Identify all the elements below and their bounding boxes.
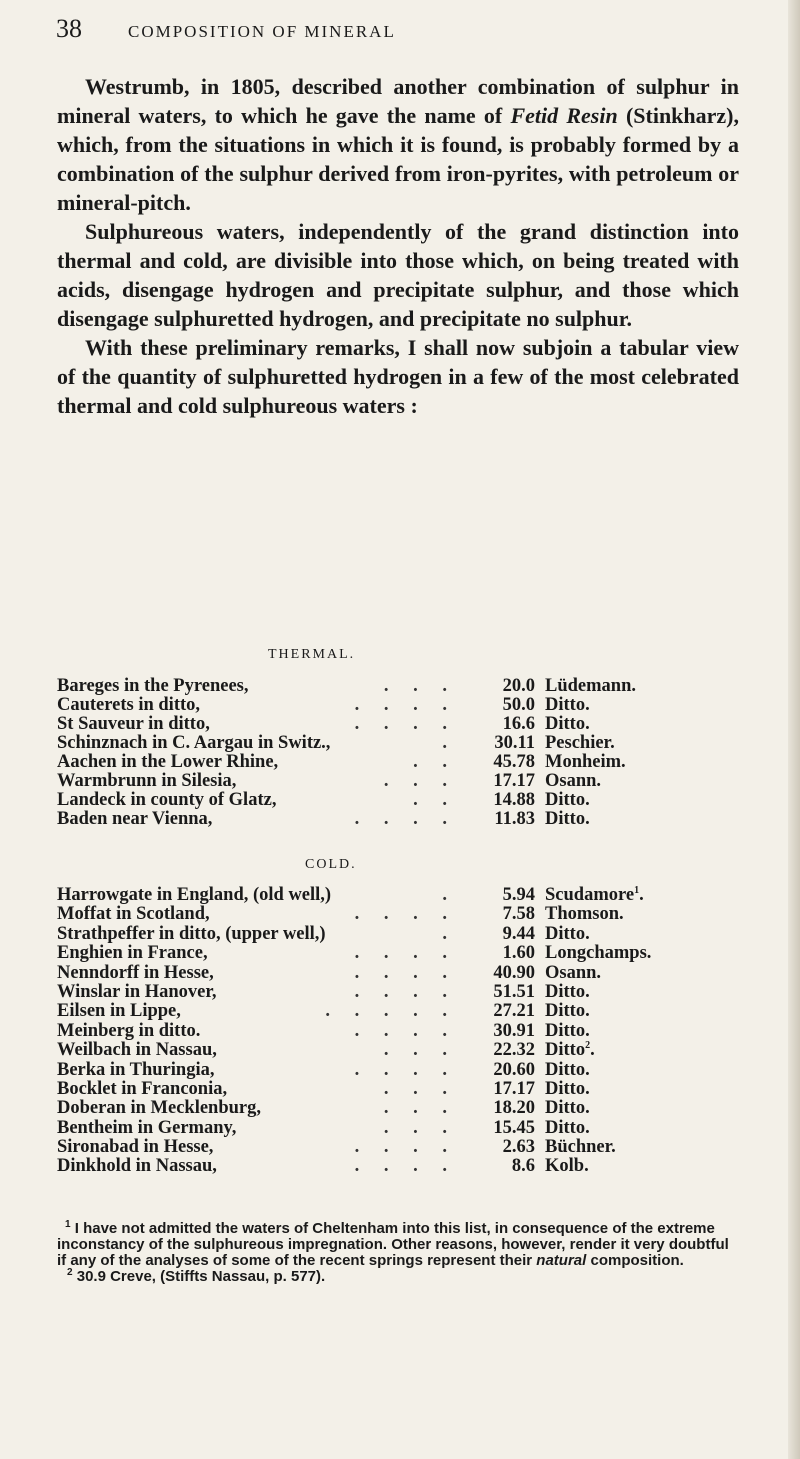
gas-quantity: 14.88 bbox=[493, 790, 535, 810]
leader-dots: . . . . bbox=[354, 1156, 457, 1177]
place-name: Winslar in Hanover, bbox=[57, 981, 217, 1002]
leader-dots: . . bbox=[413, 790, 457, 810]
leader-dots: . . . bbox=[383, 1040, 457, 1061]
leader-dots: . . . . bbox=[354, 962, 457, 983]
table-row bbox=[57, 753, 757, 772]
place-name: Harrowgate in England, (old well,) bbox=[57, 885, 332, 905]
gas-quantity: 17.17 bbox=[493, 771, 535, 791]
authority: Peschier. bbox=[545, 733, 615, 753]
gas-quantity: 15.45 bbox=[493, 1117, 535, 1138]
authority: Ditto. bbox=[545, 1078, 590, 1099]
leader-dots: . . . . bbox=[354, 1059, 457, 1080]
place-name: Meinberg in ditto. bbox=[57, 1020, 201, 1041]
authority: Ditto. bbox=[545, 1059, 590, 1080]
leader-dots: . . . bbox=[383, 676, 457, 696]
place-name: Bocklet in Franconia, bbox=[57, 1078, 228, 1099]
authority: Ditto. bbox=[545, 695, 590, 715]
gas-quantity: 20.0 bbox=[502, 676, 535, 696]
authority: Thomson. bbox=[545, 904, 624, 925]
authority: Monheim. bbox=[545, 752, 626, 772]
cold-heading: COLD. bbox=[305, 857, 357, 872]
italic-term: Fetid Resin bbox=[510, 103, 618, 128]
paragraph-2: Sulphureous waters, independently of the grand distinction into thermal and cold, are divisible into those which, on being treated with acids, disengage hydrogen and precipitate sulphur, and those which disengage sulphuretted hydrogen, and precipitate no sulphur. bbox=[57, 219, 739, 331]
thermal-table bbox=[57, 677, 757, 829]
leader-dots: . . . . bbox=[354, 943, 457, 964]
gas-quantity: 1.60 bbox=[502, 943, 535, 964]
gas-quantity: 8.6 bbox=[511, 1156, 535, 1177]
gas-quantity: 40.90 bbox=[493, 962, 535, 983]
place-name: Dinkhold in Nassau, bbox=[57, 1156, 217, 1177]
table-row bbox=[57, 1138, 757, 1157]
gas-quantity: 30.91 bbox=[493, 1020, 535, 1041]
authority: Scudamore$^1$. bbox=[545, 884, 644, 905]
leader-dots: . . . . bbox=[354, 809, 457, 829]
table-row bbox=[57, 1157, 757, 1176]
page-number: 38 bbox=[56, 14, 82, 43]
authority: Ditto. bbox=[545, 790, 590, 810]
place-name: Weilbach in Nassau, bbox=[57, 1040, 217, 1061]
table-row bbox=[57, 791, 757, 810]
place-name: Eilsen in Lippe, bbox=[57, 1001, 181, 1022]
thermal-heading: THERMAL. bbox=[268, 647, 356, 662]
paragraph-1: Westrumb, in 1805, described another combination of sulphur in mineral waters, to which he gave the name of Fetid Resin (Stinkharz), which, from the situations in which it is found, is probably formed by a combination of the sulphur derived from iron-pyrites, with petroleum or mineral-pitch. bbox=[57, 74, 740, 215]
gas-quantity: 16.6 bbox=[502, 714, 535, 734]
place-name: Schinznach in C. Aargau in Switz., bbox=[57, 733, 331, 753]
authority: Ditto. bbox=[545, 1020, 590, 1041]
table-row bbox=[57, 925, 757, 944]
authority: Ditto. bbox=[545, 1117, 590, 1138]
table-row bbox=[57, 1099, 757, 1118]
authority: Ditto. bbox=[545, 714, 590, 734]
table-row bbox=[57, 944, 757, 963]
footnotes bbox=[57, 1221, 737, 1285]
footnote-2: $^2$ 30.9 Creve, (Stiffts Nassau, p. 577). bbox=[67, 1267, 326, 1285]
table-row bbox=[57, 696, 757, 715]
footnote-marker: 2 bbox=[585, 1039, 591, 1051]
authority: Ditto. bbox=[545, 809, 590, 829]
body-text bbox=[57, 72, 739, 420]
gas-quantity: 45.78 bbox=[493, 752, 535, 772]
table-row bbox=[57, 1061, 757, 1080]
table-row bbox=[57, 734, 757, 753]
authority: Büchner. bbox=[545, 1137, 616, 1158]
gas-quantity: 2.63 bbox=[502, 1137, 535, 1158]
authority: Ditto. bbox=[545, 1098, 590, 1119]
authority: Ditto$^2$. bbox=[545, 1039, 595, 1061]
place-name: Nenndorff in Hesse, bbox=[57, 962, 214, 983]
gas-quantity: 20.60 bbox=[493, 1059, 535, 1080]
leader-dots: . . . . bbox=[354, 1020, 457, 1041]
gas-quantity: 27.21 bbox=[493, 1001, 535, 1022]
gas-quantity: 30.11 bbox=[494, 733, 535, 753]
gas-quantity: 7.58 bbox=[502, 904, 535, 925]
leader-dots: . . . . bbox=[354, 1137, 457, 1158]
place-name: St Sauveur in ditto, bbox=[57, 714, 210, 734]
authority: Longchamps. bbox=[545, 943, 652, 964]
leader-dots: . . . bbox=[383, 1098, 457, 1119]
place-name: Sironabad in Hesse, bbox=[57, 1137, 214, 1158]
place-name: Warmbrunn in Silesia, bbox=[57, 771, 237, 791]
table-row bbox=[57, 905, 757, 924]
leader-dots: . bbox=[442, 885, 457, 905]
table-row bbox=[57, 677, 757, 696]
leader-dots: . . . . bbox=[354, 904, 457, 925]
table-row bbox=[57, 810, 757, 829]
table-row bbox=[57, 964, 757, 983]
gas-quantity: 51.51 bbox=[493, 981, 535, 1002]
place-name: Aachen in the Lower Rhine, bbox=[57, 752, 279, 772]
place-name: Doberan in Mecklenburg, bbox=[57, 1098, 262, 1119]
leader-dots: . . . . bbox=[354, 981, 457, 1002]
footnote-marker: 1 bbox=[634, 884, 640, 896]
gas-quantity: 9.44 bbox=[502, 923, 535, 944]
leader-dots: . . . . . bbox=[325, 1001, 457, 1022]
page-edge bbox=[788, 0, 800, 1459]
table-row bbox=[57, 1080, 757, 1099]
leader-dots: . . . bbox=[383, 1117, 457, 1138]
place-name: Landeck in county of Glatz, bbox=[57, 790, 277, 810]
leader-dots: . . . . bbox=[354, 714, 457, 734]
cold-table bbox=[57, 886, 757, 1177]
place-name: Baden near Vienna, bbox=[57, 809, 213, 829]
table-row bbox=[57, 715, 757, 734]
leader-dots: . bbox=[442, 733, 457, 753]
leader-dots: . . . . bbox=[354, 695, 457, 715]
gas-quantity: 18.20 bbox=[493, 1098, 535, 1119]
table-row bbox=[57, 1119, 757, 1138]
table-row bbox=[57, 1022, 757, 1041]
gas-quantity: 22.32 bbox=[493, 1040, 535, 1061]
table-row bbox=[57, 983, 757, 1002]
leader-dots: . . . bbox=[383, 1078, 457, 1099]
footnote-1: $^1$ I have not admitted the waters of Cheltenham into this list, in consequence of the extreme inconstancy of the sulphureous impregnation. Other reasons, however, render it very doubtful if any of the analyses of some of the recent springs represent their natural composition. bbox=[57, 1219, 729, 1269]
place-name: Strathpeffer in ditto, (upper well,) bbox=[57, 923, 326, 944]
gas-quantity: 11.83 bbox=[494, 809, 535, 829]
place-name: Bentheim in Germany, bbox=[57, 1117, 237, 1138]
place-name: Cauterets in ditto, bbox=[57, 695, 201, 715]
authority: Kolb. bbox=[545, 1156, 589, 1177]
place-name: Enghien in France, bbox=[57, 943, 208, 964]
table-row bbox=[57, 772, 757, 791]
authority: Ditto. bbox=[545, 923, 590, 944]
leader-dots: . . . bbox=[383, 771, 457, 791]
authority: Osann. bbox=[545, 962, 602, 983]
table-row bbox=[57, 1041, 757, 1060]
place-name: Moffat in Scotland, bbox=[57, 904, 210, 925]
place-name: Bareges in the Pyrenees, bbox=[57, 676, 249, 696]
gas-quantity: 5.94 bbox=[502, 885, 535, 905]
authority: Lüdemann. bbox=[545, 676, 636, 696]
leader-dots: . . bbox=[413, 752, 457, 772]
gas-quantity: 17.17 bbox=[493, 1078, 535, 1099]
authority: Osann. bbox=[545, 771, 602, 791]
leader-dots: . bbox=[442, 923, 457, 944]
running-title: COMPOSITION OF MINERAL bbox=[128, 22, 396, 41]
table-row bbox=[57, 886, 757, 905]
authority: Ditto. bbox=[545, 1001, 590, 1022]
gas-quantity: 50.0 bbox=[502, 695, 535, 715]
paragraph-3: With these preliminary remarks, I shall now subjoin a tabular view of the quantity of sulphuretted hydrogen in a few of the most celebrated thermal and cold sulphureous waters : bbox=[57, 335, 739, 418]
authority: Ditto. bbox=[545, 981, 590, 1002]
table-row bbox=[57, 1002, 757, 1021]
place-name: Berka in Thuringia, bbox=[57, 1059, 215, 1080]
